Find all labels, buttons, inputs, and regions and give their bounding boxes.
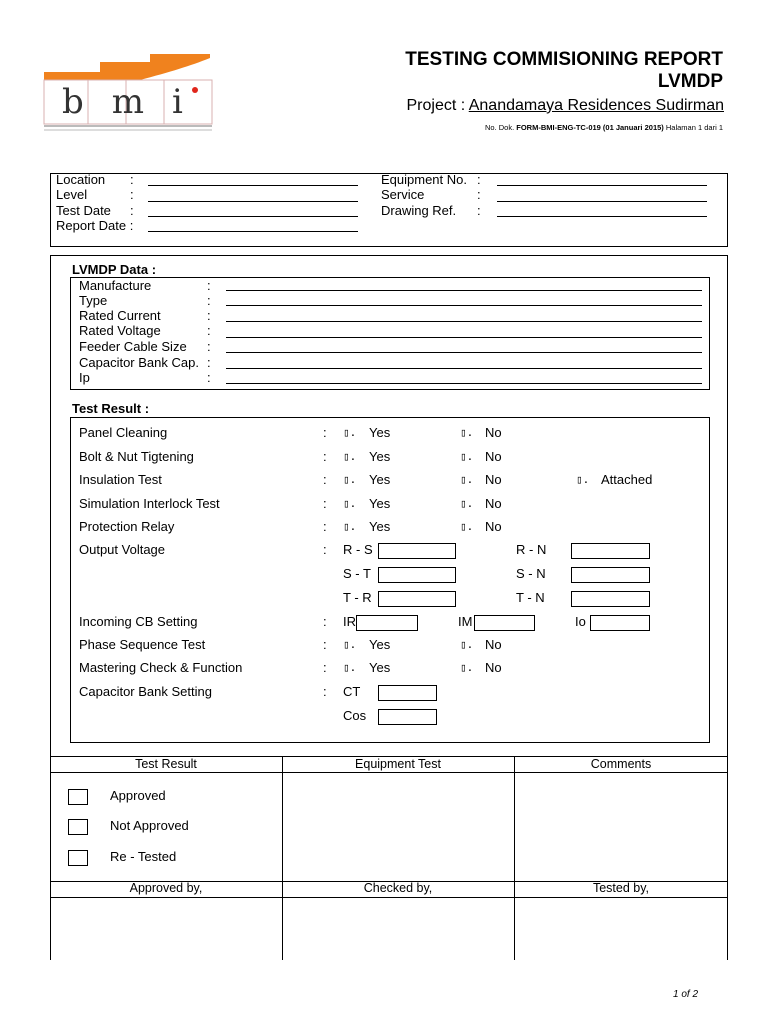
yes-checkbox-icon[interactable]: ▯. bbox=[343, 661, 357, 674]
report-subtitle: LVMDP bbox=[657, 71, 723, 92]
yes-checkbox-icon[interactable]: ▯. bbox=[343, 497, 357, 510]
voltage-tr-input[interactable] bbox=[378, 591, 456, 607]
test-row-panel-cleaning: Panel Cleaning bbox=[79, 425, 168, 440]
yes-label: Yes bbox=[369, 660, 391, 675]
voltage-st-label: S - T bbox=[343, 566, 371, 581]
cb-io-label: Io bbox=[575, 614, 586, 629]
voltage-sn-label: S - N bbox=[516, 566, 546, 581]
approved-label: Approved bbox=[110, 788, 166, 803]
summary-header-border bbox=[50, 772, 728, 773]
info-sep: : bbox=[130, 203, 134, 218]
signature-area-checked[interactable] bbox=[283, 898, 513, 960]
no-checkbox-icon[interactable]: ▯. bbox=[460, 426, 474, 439]
voltage-st-input[interactable] bbox=[378, 567, 456, 583]
page-number: 1 of 2 bbox=[673, 989, 699, 1000]
lvmdp-field-manufacture: Manufacture bbox=[79, 278, 152, 293]
no-label: No bbox=[485, 637, 502, 652]
logo-text: bmi bbox=[62, 82, 211, 122]
test-sep: : bbox=[323, 425, 327, 440]
summary-header-equipment-test: Equipment Test bbox=[355, 757, 441, 771]
lvmdp-sep: : bbox=[207, 339, 211, 354]
service-field[interactable] bbox=[497, 201, 707, 202]
lvmdp-sep: : bbox=[207, 293, 211, 308]
cap-cos-input[interactable] bbox=[378, 709, 437, 725]
no-checkbox-icon[interactable]: ▯. bbox=[460, 450, 474, 463]
type-field[interactable] bbox=[226, 305, 702, 306]
voltage-sn-input[interactable] bbox=[571, 567, 650, 583]
test-row-capacitor-bank: Capacitor Bank Setting bbox=[79, 684, 212, 699]
test-sep: : bbox=[323, 637, 327, 652]
signature-checked-by: Checked by, bbox=[363, 881, 433, 895]
no-checkbox-icon[interactable]: ▯. bbox=[460, 497, 474, 510]
yes-label: Yes bbox=[369, 519, 391, 534]
test-date-field[interactable] bbox=[148, 216, 358, 217]
attached-label: Attached bbox=[601, 472, 653, 487]
signature-approved-by: Approved by, bbox=[129, 881, 203, 895]
no-checkbox-icon[interactable]: ▯. bbox=[460, 661, 474, 674]
no-checkbox-icon[interactable]: ▯. bbox=[460, 473, 474, 486]
yes-label: Yes bbox=[369, 449, 391, 464]
yes-checkbox-icon[interactable]: ▯. bbox=[343, 450, 357, 463]
info-label-test-date: Test Date bbox=[56, 203, 111, 218]
cb-ir-input[interactable] bbox=[356, 615, 418, 631]
yes-label: Yes bbox=[369, 496, 391, 511]
not-approved-label: Not Approved bbox=[110, 818, 189, 833]
info-label-equipment-no: Equipment No. bbox=[381, 172, 467, 187]
lvmdp-sep: : bbox=[207, 323, 211, 338]
re-tested-checkbox[interactable] bbox=[68, 850, 88, 866]
voltage-tr-label: T - R bbox=[343, 590, 372, 605]
lvmdp-sep: : bbox=[207, 370, 211, 385]
no-label: No bbox=[485, 449, 502, 464]
lvmdp-field-rated-voltage: Rated Voltage bbox=[79, 323, 161, 338]
lvmdp-heading: LVMDP Data : bbox=[72, 262, 157, 277]
yes-checkbox-icon[interactable]: ▯. bbox=[343, 426, 357, 439]
no-checkbox-icon[interactable]: ▯. bbox=[460, 638, 474, 651]
yes-label: Yes bbox=[369, 637, 391, 652]
yes-checkbox-icon[interactable]: ▯. bbox=[343, 520, 357, 533]
test-row-incoming-cb: Incoming CB Setting bbox=[79, 614, 198, 629]
lvmdp-field-capacitor-bank: Capacitor Bank Cap. bbox=[79, 355, 199, 370]
report-date-field[interactable] bbox=[148, 231, 358, 232]
level-field[interactable] bbox=[148, 201, 358, 202]
yes-checkbox-icon[interactable]: ▯. bbox=[343, 638, 357, 651]
cb-io-input[interactable] bbox=[590, 615, 650, 631]
info-sep: : bbox=[477, 187, 481, 202]
voltage-rs-label: R - S bbox=[343, 542, 373, 557]
lvmdp-field-type: Type bbox=[79, 293, 108, 308]
cb-im-label: IM bbox=[458, 614, 473, 629]
voltage-rn-input[interactable] bbox=[571, 543, 650, 559]
project-line bbox=[406, 97, 724, 115]
no-label: No bbox=[485, 519, 502, 534]
yes-label: Yes bbox=[369, 425, 391, 440]
company-logo bbox=[40, 52, 215, 132]
test-row-insulation: Insulation Test bbox=[79, 472, 162, 487]
test-result-heading: Test Result : bbox=[72, 401, 150, 416]
info-label-location: Location bbox=[56, 172, 106, 187]
test-row-bolt-nut: Bolt & Nut Tigtening bbox=[79, 449, 194, 464]
doc-prefix: No. Dok. bbox=[484, 123, 517, 132]
test-sep: : bbox=[323, 449, 327, 464]
no-label: No bbox=[485, 425, 502, 440]
info-label-level: Level bbox=[56, 187, 88, 202]
voltage-tn-label: T - N bbox=[516, 590, 545, 605]
approved-checkbox[interactable] bbox=[68, 789, 88, 805]
voltage-rn-label: R - N bbox=[516, 542, 547, 557]
test-row-simulation-interlock: Simulation Interlock Test bbox=[79, 496, 220, 511]
equipment-no-field[interactable] bbox=[497, 185, 707, 186]
test-sep: : bbox=[323, 614, 327, 629]
not-approved-checkbox[interactable] bbox=[68, 819, 88, 835]
info-label-drawing-ref: Drawing Ref. bbox=[381, 203, 457, 218]
test-row-mastering-check: Mastering Check & Function bbox=[79, 660, 243, 675]
ip-field[interactable] bbox=[226, 383, 702, 384]
lvmdp-field-ip: Ip bbox=[79, 370, 90, 385]
voltage-tn-input[interactable] bbox=[571, 591, 650, 607]
test-row-output-voltage: Output Voltage bbox=[79, 542, 166, 557]
feeder-cable-field[interactable] bbox=[226, 352, 702, 353]
summary-col-divider bbox=[514, 756, 515, 881]
document-number bbox=[485, 123, 723, 132]
doc-number: FORM-BMI-ENG-TC-019 (01 Januari 2015) bbox=[516, 123, 664, 132]
lvmdp-data-box bbox=[70, 277, 710, 390]
project-name: Anandamaya Residences Sudirman bbox=[468, 97, 724, 114]
rated-voltage-field[interactable] bbox=[226, 337, 702, 338]
report-title: TESTING COMMISIONING REPORT bbox=[405, 49, 723, 70]
summary-header-test-result: Test Result bbox=[135, 757, 197, 771]
no-label: No bbox=[485, 472, 502, 487]
info-label-report-date: Report Date : bbox=[56, 218, 134, 233]
cb-ir-label: IR bbox=[343, 614, 356, 629]
signature-tested-by: Tested by, bbox=[592, 881, 650, 895]
test-sep: : bbox=[323, 684, 327, 699]
attached-checkbox-icon[interactable]: ▯. bbox=[576, 473, 590, 486]
info-sep: : bbox=[130, 187, 134, 202]
test-row-protection-relay: Protection Relay bbox=[79, 519, 175, 534]
info-sep: : bbox=[477, 172, 481, 187]
yes-checkbox-icon[interactable]: ▯. bbox=[343, 473, 357, 486]
lvmdp-field-rated-current: Rated Current bbox=[79, 308, 161, 323]
cap-cos-label: Cos bbox=[343, 708, 367, 723]
re-tested-label: Re - Tested bbox=[110, 849, 177, 864]
yes-label: Yes bbox=[369, 472, 391, 487]
no-label: No bbox=[485, 660, 502, 675]
no-label: No bbox=[485, 496, 502, 511]
info-sep: : bbox=[130, 172, 134, 187]
signature-area-approved[interactable] bbox=[51, 898, 281, 960]
doc-suffix: Halaman 1 dari 1 bbox=[663, 123, 723, 132]
summary-header-comments: Comments bbox=[590, 757, 652, 771]
test-sep: : bbox=[323, 519, 327, 534]
cb-im-input[interactable] bbox=[474, 615, 535, 631]
drawing-ref-field[interactable] bbox=[497, 216, 707, 217]
info-label-service: Service bbox=[381, 187, 425, 202]
info-sep: : bbox=[477, 203, 481, 218]
project-label: Project : bbox=[406, 97, 469, 114]
capacitor-bank-field[interactable] bbox=[226, 368, 702, 369]
lvmdp-sep: : bbox=[207, 355, 211, 370]
test-sep: : bbox=[323, 472, 327, 487]
lvmdp-sep: : bbox=[207, 308, 211, 323]
location-field[interactable] bbox=[148, 185, 358, 186]
test-sep: : bbox=[323, 496, 327, 511]
voltage-rs-input[interactable] bbox=[378, 543, 456, 559]
test-sep: : bbox=[323, 542, 327, 557]
test-sep: : bbox=[323, 660, 327, 675]
lvmdp-field-feeder-cable: Feeder Cable Size bbox=[79, 339, 187, 354]
signature-area-tested[interactable] bbox=[515, 898, 727, 960]
cap-ct-label: CT bbox=[343, 684, 361, 699]
cap-ct-input[interactable] bbox=[378, 685, 437, 701]
summary-col-divider bbox=[282, 756, 283, 881]
rated-current-field[interactable] bbox=[226, 321, 702, 322]
test-row-phase-sequence: Phase Sequence Test bbox=[79, 637, 206, 652]
lvmdp-sep: : bbox=[207, 278, 211, 293]
no-checkbox-icon[interactable]: ▯. bbox=[460, 520, 474, 533]
manufacture-field[interactable] bbox=[226, 290, 702, 291]
